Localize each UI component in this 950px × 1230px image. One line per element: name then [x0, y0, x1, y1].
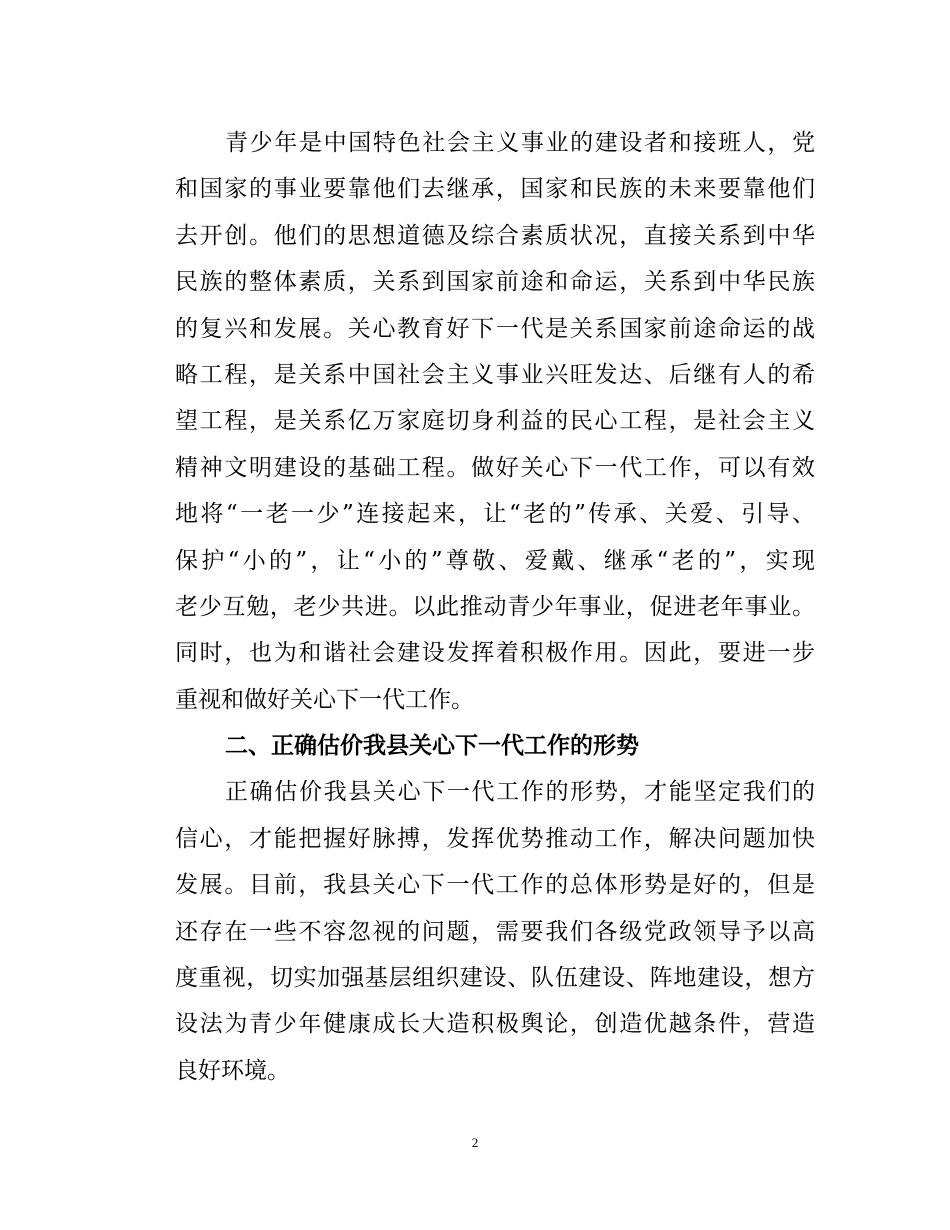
page-number: 2 [471, 1135, 479, 1150]
paragraph-line: 略工程，是关系中国社会主义事业兴旺发达、后继有人的希 [175, 361, 815, 388]
paragraph-line: 和国家的事业要靠他们去继承，国家和民族的未来要靠他们 [175, 176, 815, 203]
paragraph-line: 还存在一些不容忽视的问题，需要我们各级党政领导予以高 [175, 918, 815, 945]
paragraph-line: 同时，也为和谐社会建设发挥着积极作用。因此，要进一步 [175, 640, 815, 667]
paragraph-line: 保护“小的”，让“小的”尊敬、爱戴、继承“老的”，实现 [175, 547, 815, 574]
paragraph-line: 地将“一老一少”连接起来，让“老的”传承、关爱、引导、 [175, 501, 815, 528]
paragraph-line: 度重视，切实加强基层组织建设、队伍建设、阵地建设，想方 [175, 965, 815, 992]
paragraph-line: 民族的整体素质，关系到国家前途和命运，关系到中华民族 [175, 269, 815, 296]
paragraph-situation-assessment [175, 769, 815, 1094]
paragraph-line: 望工程，是关系亿万家庭切身利益的民心工程，是社会主义 [175, 408, 815, 435]
paragraph-line: 精神文明建设的基础工程。做好关心下一代工作，可以有效 [175, 454, 815, 481]
document-body [175, 120, 815, 1094]
paragraph-line: 重视和做好关心下一代工作。 [175, 686, 474, 713]
paragraph-line: 信心，才能把握好脉搏，发挥优势推动工作，解决问题加快 [175, 825, 815, 852]
paragraph-line: 良好环境。 [175, 1057, 290, 1084]
paragraph-line: 发展。目前，我县关心下一代工作的总体形势是好的，但是 [175, 872, 815, 899]
paragraph-line: 设法为青少年健康成长大造积极舆论，创造优越条件，营造 [175, 1011, 815, 1038]
paragraph-line: 青少年是中国特色社会主义事业的建设者和接班人，党 [225, 130, 815, 156]
paragraph-line: 正确估价我县关心下一代工作的形势，才能坚定我们的 [225, 779, 815, 806]
paragraph-line: 去开创。他们的思想道德及综合素质状况，直接关系到中华 [175, 222, 815, 249]
paragraph-line: 老少互勉，老少共进。以此推动青少年事业，促进老年事业。 [175, 593, 815, 620]
paragraph-line: 的复兴和发展。关心教育好下一代是关系国家前途命运的战 [175, 315, 815, 342]
section-heading: 二、正确估价我县关心下一代工作的形势 [225, 733, 639, 760]
paragraph-youth-importance [175, 120, 815, 723]
